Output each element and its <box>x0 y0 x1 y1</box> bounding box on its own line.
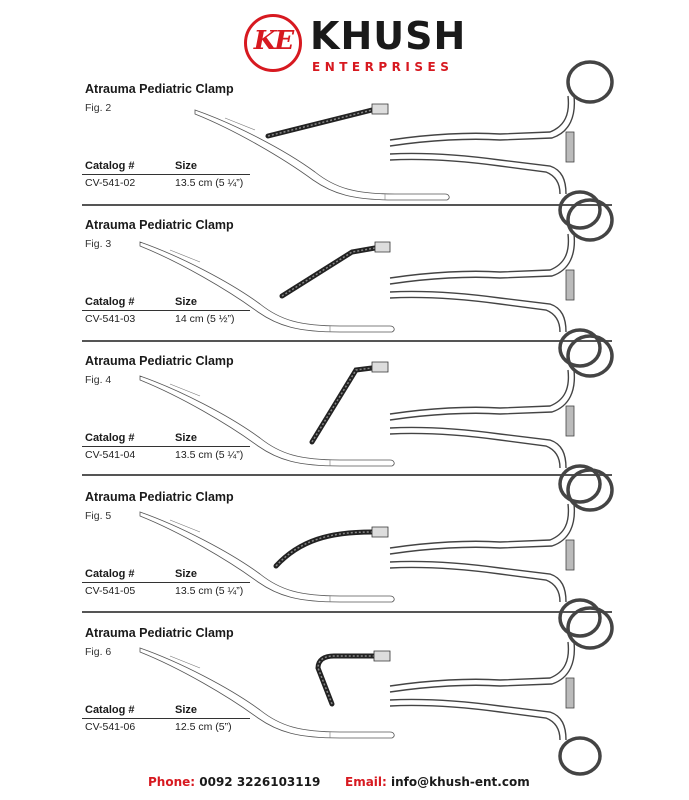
clamp-handle-fig4 <box>390 336 612 502</box>
catalog-header: Catalog # <box>85 296 135 308</box>
product-title: Atrauma Pediatric Clamp <box>85 82 234 96</box>
figure-label: Fig. 6 <box>85 646 112 658</box>
size-header: Size <box>175 296 198 308</box>
clamp-handle-fig6 <box>390 608 612 774</box>
clamp-tip-fig3 <box>282 242 390 296</box>
figure-label: Fig. 3 <box>85 238 112 250</box>
size-header: Size <box>175 704 198 716</box>
phone-contact <box>148 775 320 789</box>
size-value: 13.5 cm (5 ¼”) <box>175 449 244 461</box>
phone-label: Phone: <box>148 775 196 789</box>
figure-label: Fig. 2 <box>85 102 112 114</box>
brand-subtitle: ENTERPRISES <box>312 60 454 74</box>
clamp-tip-fig4 <box>312 362 388 442</box>
catalog-header: Catalog # <box>85 704 135 716</box>
clamp-handle-fig3 <box>390 200 612 366</box>
clamp-tip-fig6 <box>318 651 390 704</box>
figure-label: Fig. 4 <box>85 374 112 386</box>
phone-number: 0092 3226103119 <box>199 775 321 789</box>
clamp-tip-fig5 <box>276 527 388 566</box>
clamp-outline-fig4 <box>140 376 394 466</box>
size-value: 13.5 cm (5 ¼”) <box>175 585 244 597</box>
catalog-number: CV-541-03 <box>85 313 136 325</box>
brand-monogram: KE <box>253 26 293 56</box>
email-contact <box>345 775 530 789</box>
size-header: Size <box>175 568 198 580</box>
catalog-number: CV-541-04 <box>85 449 136 461</box>
size-value: 12.5 cm (5”) <box>175 721 232 733</box>
product-title: Atrauma Pediatric Clamp <box>85 218 234 232</box>
size-header: Size <box>175 160 198 172</box>
catalog-number: CV-541-02 <box>85 177 136 189</box>
email-label: Email: <box>345 775 387 789</box>
clamp-tip-fig2 <box>268 104 388 136</box>
catalog-number: CV-541-05 <box>85 585 136 597</box>
email-address[interactable]: info@khush-ent.com <box>391 775 530 789</box>
catalog-header: Catalog # <box>85 568 135 580</box>
catalog-number: CV-541-06 <box>85 721 136 733</box>
clamp-outline-fig3 <box>140 242 394 332</box>
size-header: Size <box>175 432 198 444</box>
product-title: Atrauma Pediatric Clamp <box>85 354 234 368</box>
brand-name: KHUSH <box>310 14 467 58</box>
catalog-header: Catalog # <box>85 432 135 444</box>
product-title: Atrauma Pediatric Clamp <box>85 490 234 504</box>
size-value: 14 cm (5 ½”) <box>175 313 235 325</box>
size-value: 13.5 cm (5 ¼”) <box>175 177 244 189</box>
clamp-outline-fig5 <box>140 512 394 602</box>
catalog-header: Catalog # <box>85 160 135 172</box>
figure-label: Fig. 5 <box>85 510 112 522</box>
product-title: Atrauma Pediatric Clamp <box>85 626 234 640</box>
clamp-outline-fig6 <box>140 648 394 738</box>
